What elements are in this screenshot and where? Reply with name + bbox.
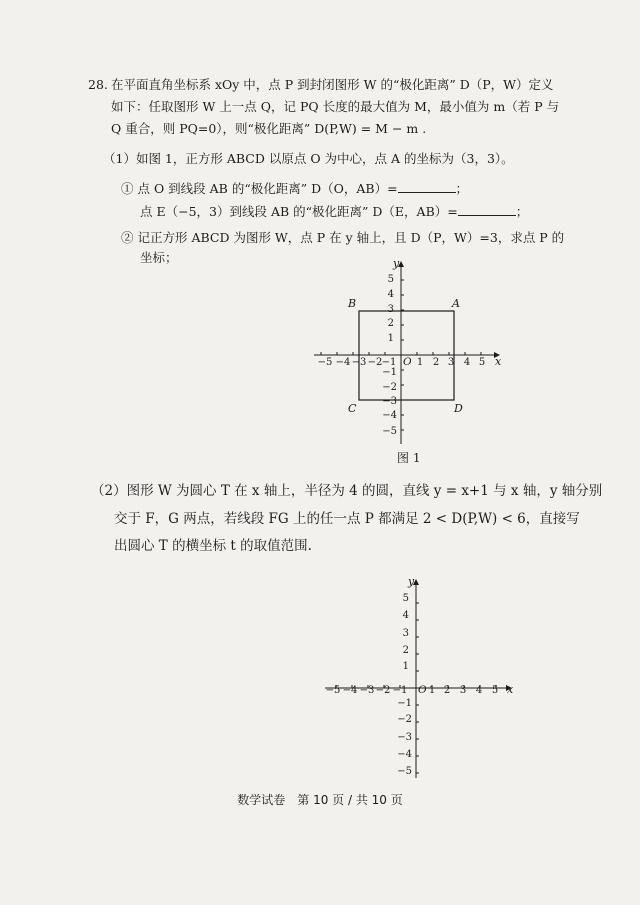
page-footer: 数学试卷 第 10 页 / 共 10 页 — [237, 793, 403, 807]
fig2-y-tick-label: −2 — [397, 714, 412, 725]
figure-1-coordinate-plane — [300, 252, 510, 452]
fig2-x-tick-label: 5 — [491, 685, 499, 696]
fig1-vertex-a: A — [452, 297, 460, 310]
fig1-y-tick-label: −2 — [382, 382, 397, 393]
fig1-x-tick-label: −3 — [351, 357, 367, 368]
fig2-y-tick-label: −5 — [397, 766, 412, 777]
answer-blank-1[interactable] — [398, 180, 456, 193]
fig2-y-tick-label: 2 — [402, 645, 409, 656]
part1-q1b-text: 点 E（−5，3）到线段 AB 的“极化距离” D（E，AB）= — [140, 204, 458, 219]
fig1-y-tick-label: −3 — [382, 396, 397, 407]
part1-q1a-suffix: ； — [455, 181, 469, 196]
part1-q1a-text: ① 点 O 到线段 AB 的“极化距离” D（O，AB）= — [121, 181, 398, 196]
fig2-x-tick-label: 4 — [475, 685, 483, 696]
figure-2-coordinate-plane — [315, 574, 525, 780]
question-intro-line-1: 在平面直角坐标系 xOy 中，点 P 到封闭图形 W 的“极化距离” D（P，W）定义 — [111, 77, 554, 92]
question-intro-line-3: Q 重合，则 PQ=0），则“极化距离” D(P,W) = M − m . — [111, 121, 427, 136]
fig2-x-tick-label: −1 — [392, 685, 408, 696]
fig1-x-tick-label: 2 — [432, 357, 440, 368]
fig1-origin-label: O — [403, 356, 412, 368]
fig2-x-tick-label: −5 — [325, 685, 341, 696]
part1-lead: （1）如图 1，正方形 ABCD 以原点 O 为中心，点 A 的坐标为（3，3）。 — [103, 151, 514, 166]
fig2-x-tick-label: −3 — [359, 685, 375, 696]
fig1-x-tick-label: −4 — [335, 357, 351, 368]
fig1-vertex-d: D — [454, 402, 463, 415]
fig1-y-tick-label: −4 — [382, 410, 397, 421]
fig1-x-axis-label: x — [495, 355, 502, 368]
part1-q1b-suffix: ； — [515, 204, 529, 219]
fig1-x-tick-label: 5 — [478, 357, 486, 368]
fig2-y-tick-label: −1 — [397, 698, 412, 709]
fig2-y-tick-label: 4 — [402, 610, 409, 621]
fig2-y-tick-label: −3 — [397, 732, 412, 743]
fig1-y-tick-label: 4 — [387, 289, 394, 300]
fig2-y-tick-label: 5 — [402, 593, 409, 604]
fig1-y-tick-label: 3 — [387, 304, 394, 315]
part1-q1a — [121, 180, 468, 197]
fig2-y-tick-label: 1 — [402, 661, 409, 672]
fig1-x-tick-label: −5 — [317, 357, 333, 368]
fig1-x-tick-label: 3 — [447, 357, 455, 368]
fig1-y-tick-label: 5 — [387, 274, 394, 285]
fig2-x-axis-label: x — [507, 683, 514, 696]
fig2-x-tick-label: −2 — [375, 685, 391, 696]
fig1-y-axis-label: y — [393, 257, 400, 270]
fig1-x-tick-label: 1 — [416, 357, 424, 368]
fig2-y-tick-label: 3 — [402, 628, 409, 639]
part1-q1b — [140, 203, 528, 220]
answer-blank-2[interactable] — [458, 203, 516, 216]
fig1-y-tick-label: −5 — [382, 426, 397, 437]
figure-1-caption: 图 1 — [397, 451, 421, 465]
fig1-x-tick-label: −2 — [367, 357, 383, 368]
fig2-y-axis-label: y — [408, 575, 415, 588]
fig2-origin-label: O — [418, 684, 427, 696]
part2-line-3: 出圆心 T 的横坐标 t 的取值范围. — [114, 538, 312, 554]
fig1-y-tick-label: 1 — [387, 333, 394, 344]
fig1-vertex-c: C — [348, 402, 357, 415]
question-intro-line-2: 如下：任取图形 W 上一点 Q，记 PQ 长度的最大值为 M，最小值为 m（若 P 与 — [111, 99, 560, 114]
part1-q2-line-1: ② 记正方形 ABCD 为图形 W，点 P 在 y 轴上，且 D（P，W）=3，求点 P 的 — [121, 230, 565, 245]
fig2-x-tick-label: 2 — [443, 685, 451, 696]
fig2-x-tick-label: 1 — [428, 685, 436, 696]
part2-line-2: 交于 F，G 两点，若线段 FG 上的任一点 P 都满足 2 < D(P,W) < 6，直接写 — [114, 511, 580, 527]
fig2-y-tick-label: −4 — [397, 749, 412, 760]
fig1-x-tick-label: −1 — [381, 357, 397, 368]
fig2-x-tick-label: −4 — [342, 685, 358, 696]
fig1-x-tick-label: 4 — [463, 357, 471, 368]
part1-q2-line-2: 坐标； — [140, 250, 178, 265]
part2-line-1: （2）图形 W 为圆心 T 在 x 轴上，半径为 4 的圆，直线 y = x+1 与 x 轴，y 轴分别 — [91, 483, 603, 499]
question-number: 28. — [88, 77, 108, 92]
fig1-vertex-b: B — [348, 297, 357, 310]
fig1-y-tick-label: 2 — [387, 318, 394, 329]
fig2-x-tick-label: 3 — [459, 685, 467, 696]
fig1-y-tick-label: −1 — [382, 367, 397, 378]
